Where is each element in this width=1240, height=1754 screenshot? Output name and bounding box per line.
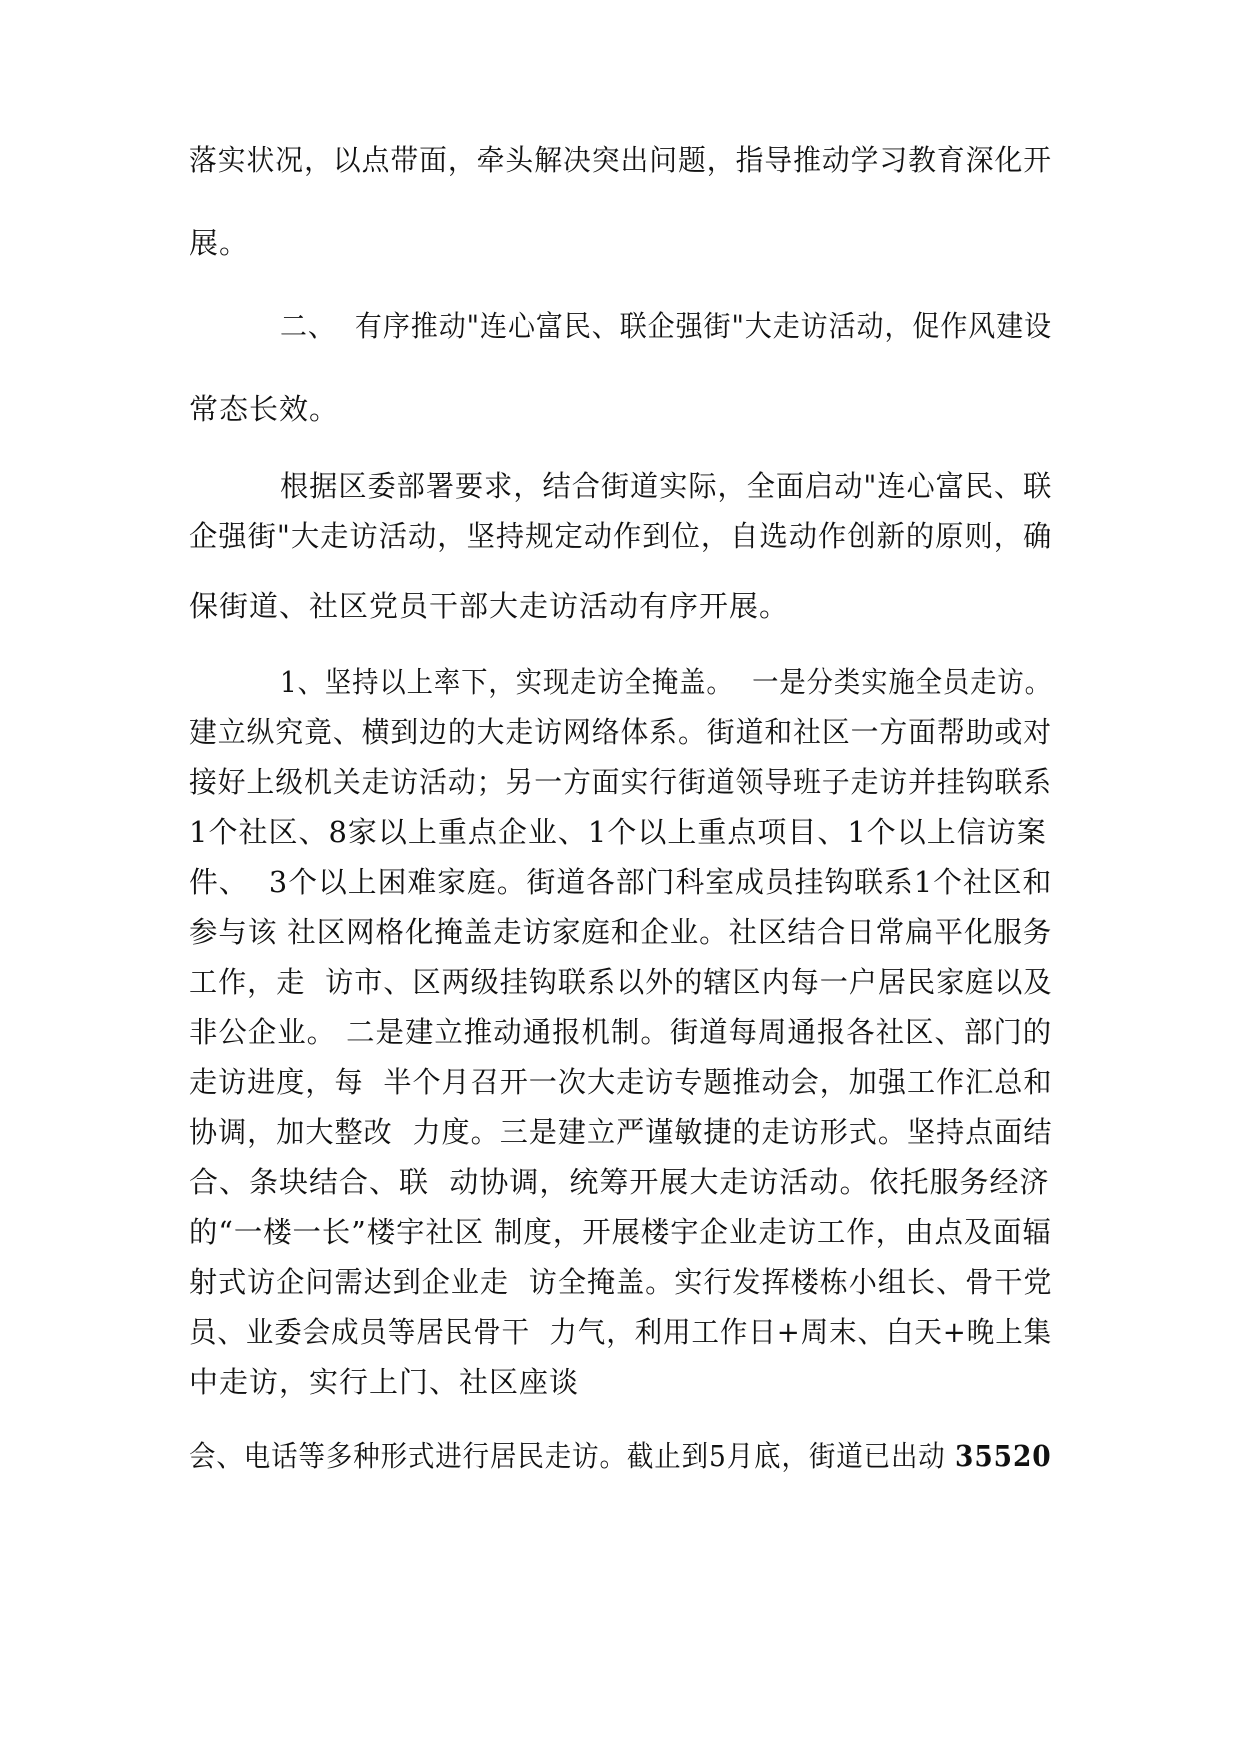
text-line: 的“一楼一长”楼宇社区 制度，开展楼宇企业走访工作，由点及面辐 [189, 1215, 1052, 1249]
text-line: 员、业委会成员等居民骨干 力气，利用工作日+周末、白天+晚上集 [189, 1315, 1053, 1349]
text-line: 工作，走 访市、区两级挂钩联系以外的辖区内每一户居民家庭以及 [189, 965, 1053, 999]
subsection-heading: 1、坚持以上率下，实现走访全掩盖。 一是分类实施全员走访。 [280, 665, 1052, 699]
text-line: 合、条块结合、联 动协调，统筹开展大走访活动。依托服务经济 [189, 1165, 1050, 1199]
text-line: 接好上级机关走访活动；另一方面实行街道领导班子走访并挂钩联系 [189, 765, 1053, 799]
text-line: 建立纵究竟、横到边的大走访网络体系。街道和社区一方面帮助或对 [189, 715, 1053, 749]
text-line-last [189, 1438, 1052, 1474]
text-line: 参与该 社区网格化掩盖走访家庭和企业。社区结合日常扁平化服务 [189, 915, 1053, 949]
text-line: 保街道、社区党员干部大走访活动有序开展。 [189, 589, 790, 623]
text-line: 非公企业。 二是建立推动通报机制。街道每周通报各社区、部门的 [189, 1015, 1053, 1049]
people-count: 35520 [955, 1439, 1052, 1473]
text-line: 1个社区、8家以上重点企业、1个以上重点项目、1个以上信访案 [189, 815, 1047, 849]
section-heading-continuation: 常态长效。 [189, 392, 340, 426]
section-heading: 二、 有序推动"连心富民、联企强街"大走访活动，促作风建设 [280, 309, 1053, 343]
text-line: 件、 3个以上困难家庭。街道各部门科室成员挂钩联系1个社区和 [189, 865, 1053, 899]
text-line: 协调，加大整改 力度。三是建立严谨敏捷的走访形式。坚持点面结 [189, 1115, 1053, 1149]
text-line: 根据区委部署要求，结合街道实际，全面启动"连心富民、联 [280, 469, 1053, 503]
last-line-text: 会、电话等多种形式进行居民走访。截止到5月底，街道已出动 [189, 1439, 956, 1473]
text-line: 中走访，实行上门、社区座谈 [189, 1365, 580, 1399]
text-line: 走访进度，每 半个月召开一次大走访专题推动会，加强工作汇总和 [189, 1065, 1053, 1099]
text-line: 展。 [189, 226, 250, 260]
text-line: 落实状况，以点带面，牵头解决突出问题，指导推动学习教育深化开 [189, 143, 1053, 177]
text-line: 企强街"大走访活动，坚持规定动作到位，自选动作创新的原则，确 [189, 519, 1053, 553]
text-line: 射式访企问需达到企业走 访全掩盖。实行发挥楼栋小组长、骨干党 [189, 1265, 1053, 1299]
